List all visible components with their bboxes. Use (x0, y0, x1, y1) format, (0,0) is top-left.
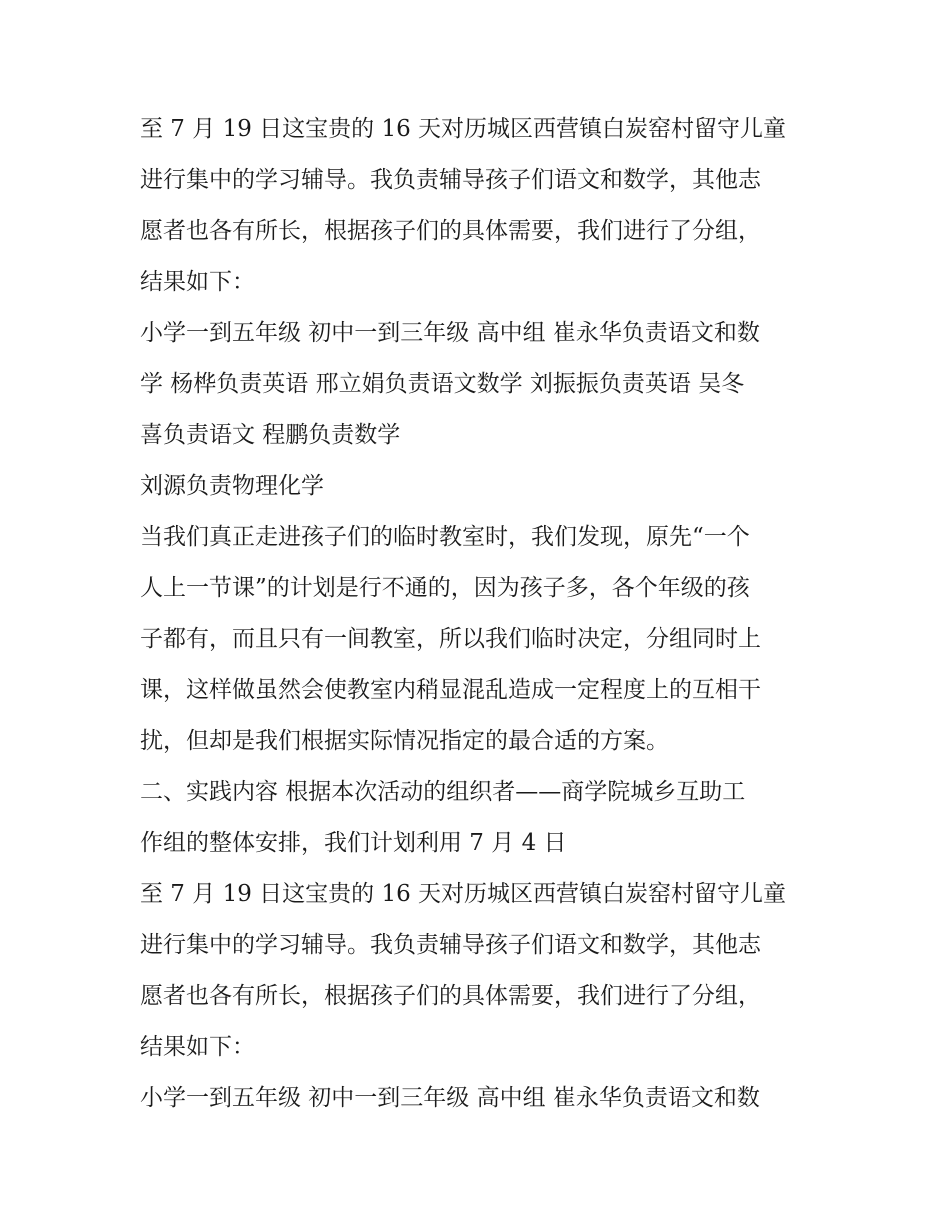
document-body (140, 104, 830, 1124)
text-line: 课，这样做虽然会使教室内稍显混乱造成一定程度上的互相干 (140, 677, 761, 703)
text-line: 愿者也各有所长，根据孩子们的具体需要，我们进行了分组， (140, 218, 761, 244)
text-line: 愿者也各有所长，根据孩子们的具体需要，我们进行了分组， (140, 983, 761, 1009)
text-line: 小学一到五年级 初中一到三年级 高中组 崔永华负责语文和数 (140, 320, 760, 346)
text-line: 进行集中的学习辅导。我负责辅导孩子们语文和数学，其他志 (140, 167, 761, 193)
text-line: 学 杨桦负责英语 邢立娟负责语文数学 刘振振负责英语 吴冬 (140, 371, 745, 397)
text-line: 人上一节课”的计划是行不通的，因为孩子多，各个年级的孩 (140, 575, 750, 601)
text-line: 结果如下： (140, 1034, 255, 1060)
text-line: 小学一到五年级 初中一到三年级 高中组 崔永华负责语文和数 (140, 1085, 760, 1111)
text-line: 当我们真正走进孩子们的临时教室时，我们发现，原先“一个 (140, 524, 750, 550)
text-line: 进行集中的学习辅导。我负责辅导孩子们语文和数学，其他志 (140, 932, 761, 958)
text-line: 喜负责语文 程鹏负责数学 (140, 422, 401, 448)
text-line: 二、实践内容 根据本次活动的组织者——商学院城乡互助工 (140, 779, 746, 805)
text-line: 作组的整体安排，我们计划利用 7 月 4 日 (140, 830, 567, 856)
text-line: 结果如下： (140, 269, 255, 295)
text-line: 至 7 月 19 日这宝贵的 16 天对历城区西营镇白炭窑村留守儿童 (140, 116, 787, 142)
text-line: 扰，但却是我们根据实际情况指定的最合适的方案。 (140, 728, 669, 754)
text-line: 至 7 月 19 日这宝贵的 16 天对历城区西营镇白炭窑村留守儿童 (140, 881, 787, 907)
text-line: 刘源负责物理化学 (140, 473, 324, 499)
text-line: 子都有，而且只有一间教室，所以我们临时决定，分组同时上 (140, 626, 761, 652)
